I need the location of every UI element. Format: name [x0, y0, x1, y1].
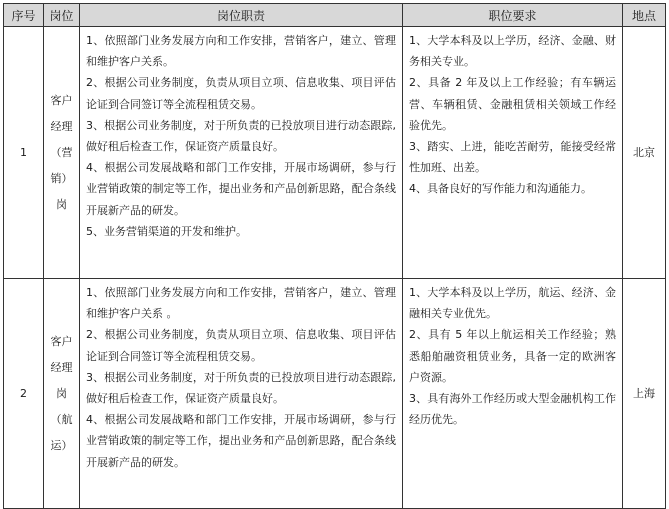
duty-item: 4、根据公司发展战略和部门工作安排，开展市场调研，参与行业营销政策的制定等工作，提出业务和产品创新思路，配合条线开展新产品的研发。 — [86, 161, 396, 217]
table-row — [4, 27, 666, 279]
position-cell — [44, 279, 80, 509]
header-row — [4, 4, 666, 27]
row-number: 2 — [4, 279, 44, 509]
requirement-item: 2、具有 5 年以上航运相关工作经验；熟悉船舶融资租赁业务，具备一定的欧洲客户资源。 — [409, 328, 616, 384]
header-duties: 岗位职责 — [80, 4, 403, 27]
requirement-item: 4、具备良好的写作能力和沟通能力。 — [409, 182, 592, 196]
position-name: 客户经理（营销）岗 — [50, 93, 73, 211]
duty-item: 2、根据公司业务制度，负责从项目立项、信息收集、项目评估论证到合同签订等全流程租赁交易。 — [86, 76, 396, 111]
requirement-item: 3、具有海外工作经历或大型金融机构工作经历优先。 — [409, 392, 616, 427]
position-name: 客户经理岗（航运） — [50, 334, 73, 452]
duty-item: 1、依照部门业务发展方向和工作安排，营销客户，建立、管理和维护客户关系 。 — [86, 286, 396, 321]
duty-item: 5、业务营销渠道的开发和维护。 — [86, 224, 247, 238]
duty-item: 4、根据公司发展战略和部门工作安排，开展市场调研，参与行业营销政策的制定等工作，提出业务和产品创新思路，配合条线开展新产品的研发。 — [86, 413, 396, 469]
row-number: 1 — [4, 27, 44, 279]
requirement-item: 2、具备 2 年及以上工作经验；有车辆运营、车辆租赁、金融租赁相关领域工作经验优先。 — [409, 76, 616, 132]
duty-item: 2、根据公司业务制度，负责从项目立项、信息收集、项目评估论证到合同签订等全流程租赁交易。 — [86, 328, 396, 363]
requirements-cell — [403, 279, 623, 509]
job-table — [3, 3, 666, 509]
location-cell: 北京 — [623, 27, 666, 279]
duties-cell — [80, 279, 403, 509]
duty-item: 1、依照部门业务发展方向和工作安排，营销客户，建立、管理和维护客户关系。 — [86, 34, 396, 69]
table-row — [4, 279, 666, 509]
requirements-cell — [403, 27, 623, 279]
header-position: 岗位 — [44, 4, 80, 27]
duty-item: 3、根据公司业务制度，对于所负责的已投放项目进行动态跟踪,做好租后检查工作，保证资产质量良好。 — [86, 370, 396, 406]
duties-cell — [80, 27, 403, 279]
requirement-item: 1、大学本科及以上学历，经济、金融、财务相关专业。 — [409, 34, 616, 69]
position-cell — [44, 27, 80, 279]
header-requirements: 职位要求 — [403, 4, 623, 27]
header-no: 序号 — [4, 4, 44, 27]
requirement-item: 1、大学本科及以上学历，航运、经济、金融相关专业优先。 — [409, 286, 616, 321]
header-location: 地点 — [623, 4, 666, 27]
requirement-item: 3、踏实、上进，能吃苦耐劳，能接受经常性加班、出差。 — [409, 140, 616, 175]
duty-item: 3、根据公司业务制度，对于所负责的已投放项目进行动态跟踪,做好租后检查工作，保证资产质量良好。 — [86, 118, 396, 154]
location-cell: 上海 — [623, 279, 666, 509]
